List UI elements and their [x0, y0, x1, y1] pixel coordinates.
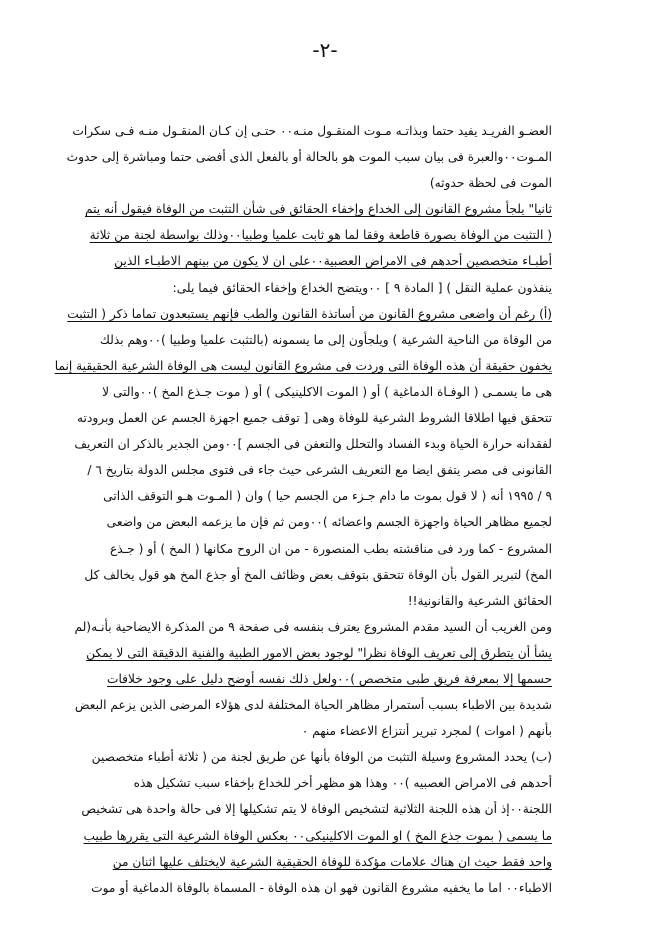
text-line: أطبـاء متخصصين أحدهم فى الامراض العصبية٠٠على ان لا يكون من بينهم الاطبـاء الذين: [114, 254, 552, 269]
text-line: ( التثبت من الوفاة بصورة قاطعة وفقا لما هو ثابت علميا وطبيا٠٠وذلك بواسطة لجنة من ثلاثة: [89, 228, 552, 243]
text-line: أحدهم فى الامراض العصبيه )٠٠ وهذا هو مظهر أخر للخداع بإخفاء سبب تشكيل هذه: [133, 776, 552, 791]
page-number: -٢-: [312, 38, 338, 62]
text-line: من الوفاة من الناحية الشرعية ) ويلجأون إلى ما يسمونه (بالتثبت علميا وطبيا )٠٠وهم بذلك: [99, 332, 552, 347]
text-line: يخفون حقيقة أن هذه الوفاة التى وردت فى مشروع القانون ليست هى الوفاة الشرعية الحقيقية إنما: [54, 358, 552, 373]
text-line: الحقائق الشرعية والقانونية!!: [407, 593, 552, 608]
text-line: (ب) يحدد المشروع وسيلة التثبت من الوفاة بأنها عن طريق لجنة من ( ثلاثة أطباء متخصصين: [91, 750, 552, 765]
text-line: الاطباء٠٠ اما ما يخفيه مشروع القانون فهو ان هذه الوفاة - المسماة بالوفاة الدماغية أو موت: [91, 880, 552, 895]
text-line: ٩ / ١٩٩٥ أنه ( لا قول بموت ما دام جـزء من الجسم حيا ) وان ( المـوت هـو التوقف الذاتى: [103, 489, 552, 504]
text-line: العضـو الفريـد يفيد حتما وبذاتـه مـوت المنقـول منـه٠٠ حتـى إن كـان المنقـول منـه فـى سكرات: [72, 124, 552, 138]
text-line: المـوت٠٠والعبرة فى بيان سبب الموت هو بالحالة أو بالفعل الذى أفضى حتما ومباشرة إلى حدوث: [66, 150, 552, 165]
text-line: لجميع مظاهر الحياة واجهزة الجسم واعضائه )٠٠ومن ثم فإن ما يزعمه البعض من واضعى: [106, 515, 552, 530]
text-line: (أ) رغم أن واضعى مشروع القانون من أساتذة القانون والطب فإنهم يستبعدون تماما ذكر ( التثبت: [67, 306, 552, 321]
text-line: القانونى فى مصر يتفق ايضا مع التعريف الشرعى حيث جاء فى فتوى مجلس الدولة بتاريخ ٦ /: [87, 463, 552, 478]
text-line: ومن الغريب أن السيد مقدم المشروع يعترف بنفسه فى صفحة ٩ من المذكرة الايضاحية بأنـه(لم: [74, 619, 552, 634]
text-line: المخ) لتبرير القول بأن الوفاة تتحقق بتوقف بعض وظائف المخ أو جذع المخ هو قول يخالف كل: [84, 567, 552, 582]
section-heading-line: ثانيا" يلجأ مشروع القانون إلى الخداع وإخفاء الحقائق فى شأن التثبت من الوفاة فيقول أنه يتم: [84, 202, 552, 217]
text-line: المشروع - كما ورد فى مناقشته بطب المنصورة - من ان الروح مكانها ( المخ ) أو ( جـذع: [109, 541, 552, 556]
text-line: ينفذون عملية النقل ) [ المادة ٩ ] ٠٠ويتضح الخداع وإخفاء الحقائق فيما يلى:: [172, 280, 552, 295]
text-line: الموت فى لحظة حدوثه): [429, 176, 552, 191]
text-line: حسمها إلا بمعرفة فريق طبى متخصص )٠٠ولعل ذلك نفسه أوضح دليل على وجود خلافات: [106, 671, 552, 686]
text-line: شديدة بين الاطباء بسبب أستمرار مظاهر الحياة المختلفة لدى هؤلاء المرضى الذين يزعم البعض: [74, 698, 552, 713]
text-line: تتحقق فيها اطلاقا الشروط الشرعية للوفاة وهى [ توقف جميع اجهزة الجسم عن العمل وبرودته: [77, 411, 552, 426]
text-line: هى ما يسمـى ( الوفـاة الدماغية ) أو ( الموت الاكلينيكى ) أو ( موت جـذع المخ )٠٠والتى لا: [102, 384, 552, 399]
text-line: بأنهم ( اموات ) لمجرد تبرير أنتزاع الاعضاء منهم ٠: [301, 724, 552, 739]
text-line: لفقدانه حرارة الحياة وبدء الفساد والتحلل والتعفن فى الجسم ]٠٠ومن الجدير بالذكر ان التعريف: [74, 437, 552, 452]
text-line: اللجنة٠٠إذ أن هذه اللجنة الثلاثية لتشخيص الوفاة لا يتم تشكيلها إلا فى حالة واحدة هى تشخيص: [81, 802, 552, 817]
document-body: [54, 118, 552, 901]
text-line: يشأ أن يتطرق إلى تعريف الوفاة نظرا" لوجود بعض الامور الطبية والفنية الدقيقة التى لا يمكن: [86, 645, 552, 660]
text-line: واحد فقط حيث ان هناك علامات مؤكدة للوفاة الحقيقية الشرعية لايختلف عليها اثنان من: [112, 854, 552, 869]
text-line: ما يسمى ( بموت جذع المخ ) او الموت الاكلينيكى٠٠ بعكس الوفاة الشرعية التى يقررها طبيب: [83, 828, 552, 843]
